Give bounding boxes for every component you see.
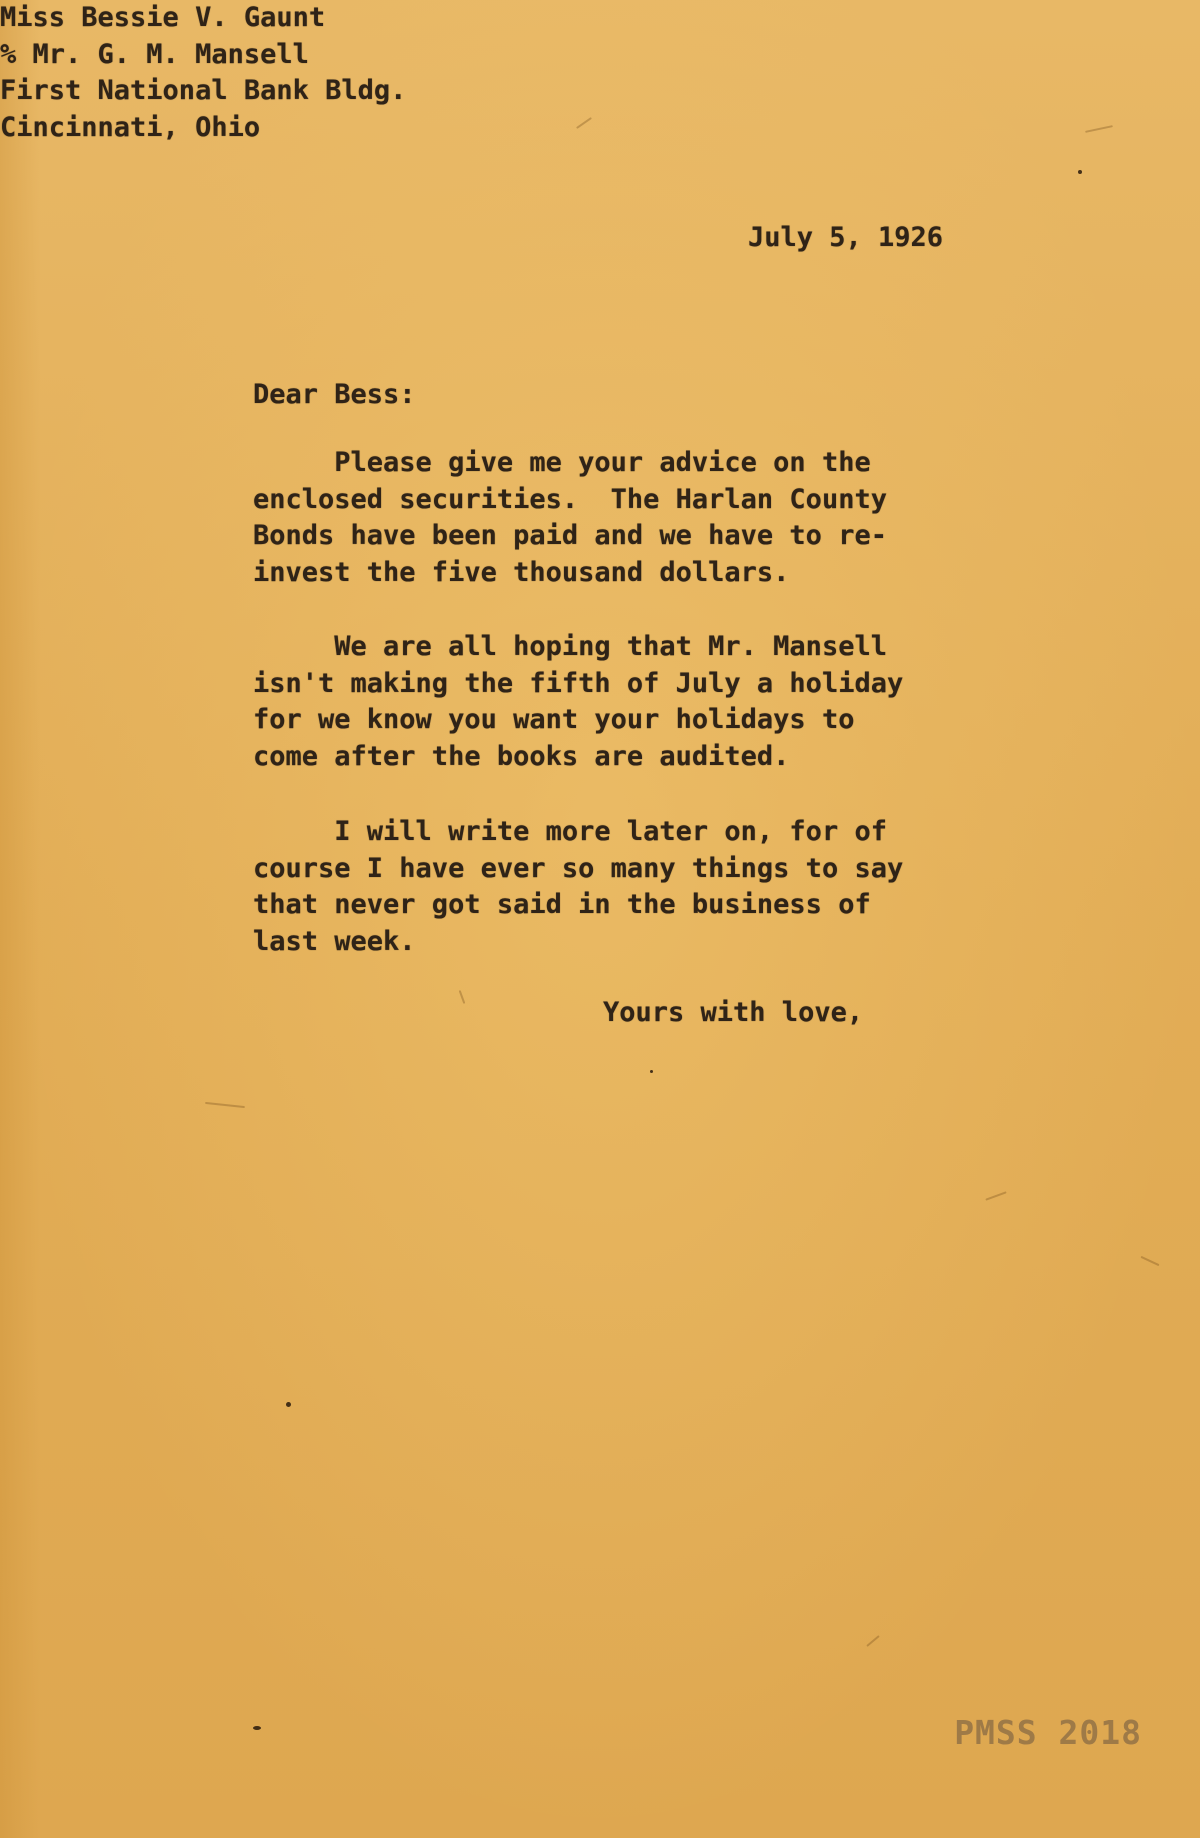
paragraph-2 [253, 629, 903, 775]
paper-fiber [1141, 1256, 1160, 1266]
salutation: Dear Bess: [253, 379, 416, 410]
paragraph-1 [253, 445, 887, 591]
closing: Yours with love, [603, 997, 864, 1028]
address-line: Cincinnati, Ohio [0, 111, 261, 143]
ink-speck [650, 1070, 653, 1073]
paragraph-line: invest the five thousand dollars. [253, 556, 790, 588]
recipient-address [0, 0, 1200, 146]
paragraph-line: Please give me your advice on the [253, 447, 871, 478]
paper-fiber [459, 990, 466, 1004]
paragraph-line: enclosed securities. The Harlan County [253, 483, 887, 515]
paragraph-line: for we know you want your holidays to [253, 704, 855, 735]
ink-speck [253, 1726, 261, 1730]
letter-date: July 5, 1926 [748, 222, 944, 253]
address-line: Miss Bessie V. Gaunt [0, 2, 326, 33]
address-line: First National Bank Bldg. [0, 75, 407, 106]
paragraph-line: isn't making the fifth of July a holiday [253, 667, 904, 699]
paper-fiber [205, 1102, 245, 1108]
paragraph-line: Bonds have been paid and we have to re- [253, 520, 887, 551]
paragraph-line: come after the books are audited. [253, 740, 790, 772]
paragraph-line: I will write more later on, for of [253, 816, 887, 847]
archive-stamp: PMSS 2018 [954, 1713, 1142, 1752]
address-line: % Mr. G. M. Mansell [0, 38, 309, 70]
paragraph-3 [253, 814, 903, 960]
paragraph-line: course I have ever so many things to say [253, 852, 904, 884]
paragraph-line: that never got said in the business of [253, 889, 871, 920]
paper-fiber [985, 1191, 1006, 1200]
ink-speck [1078, 170, 1082, 174]
paragraph-line: We are all hoping that Mr. Mansell [253, 631, 887, 662]
ink-speck [286, 1402, 291, 1407]
paragraph-line: last week. [253, 925, 416, 957]
paper-fiber [866, 1635, 880, 1647]
